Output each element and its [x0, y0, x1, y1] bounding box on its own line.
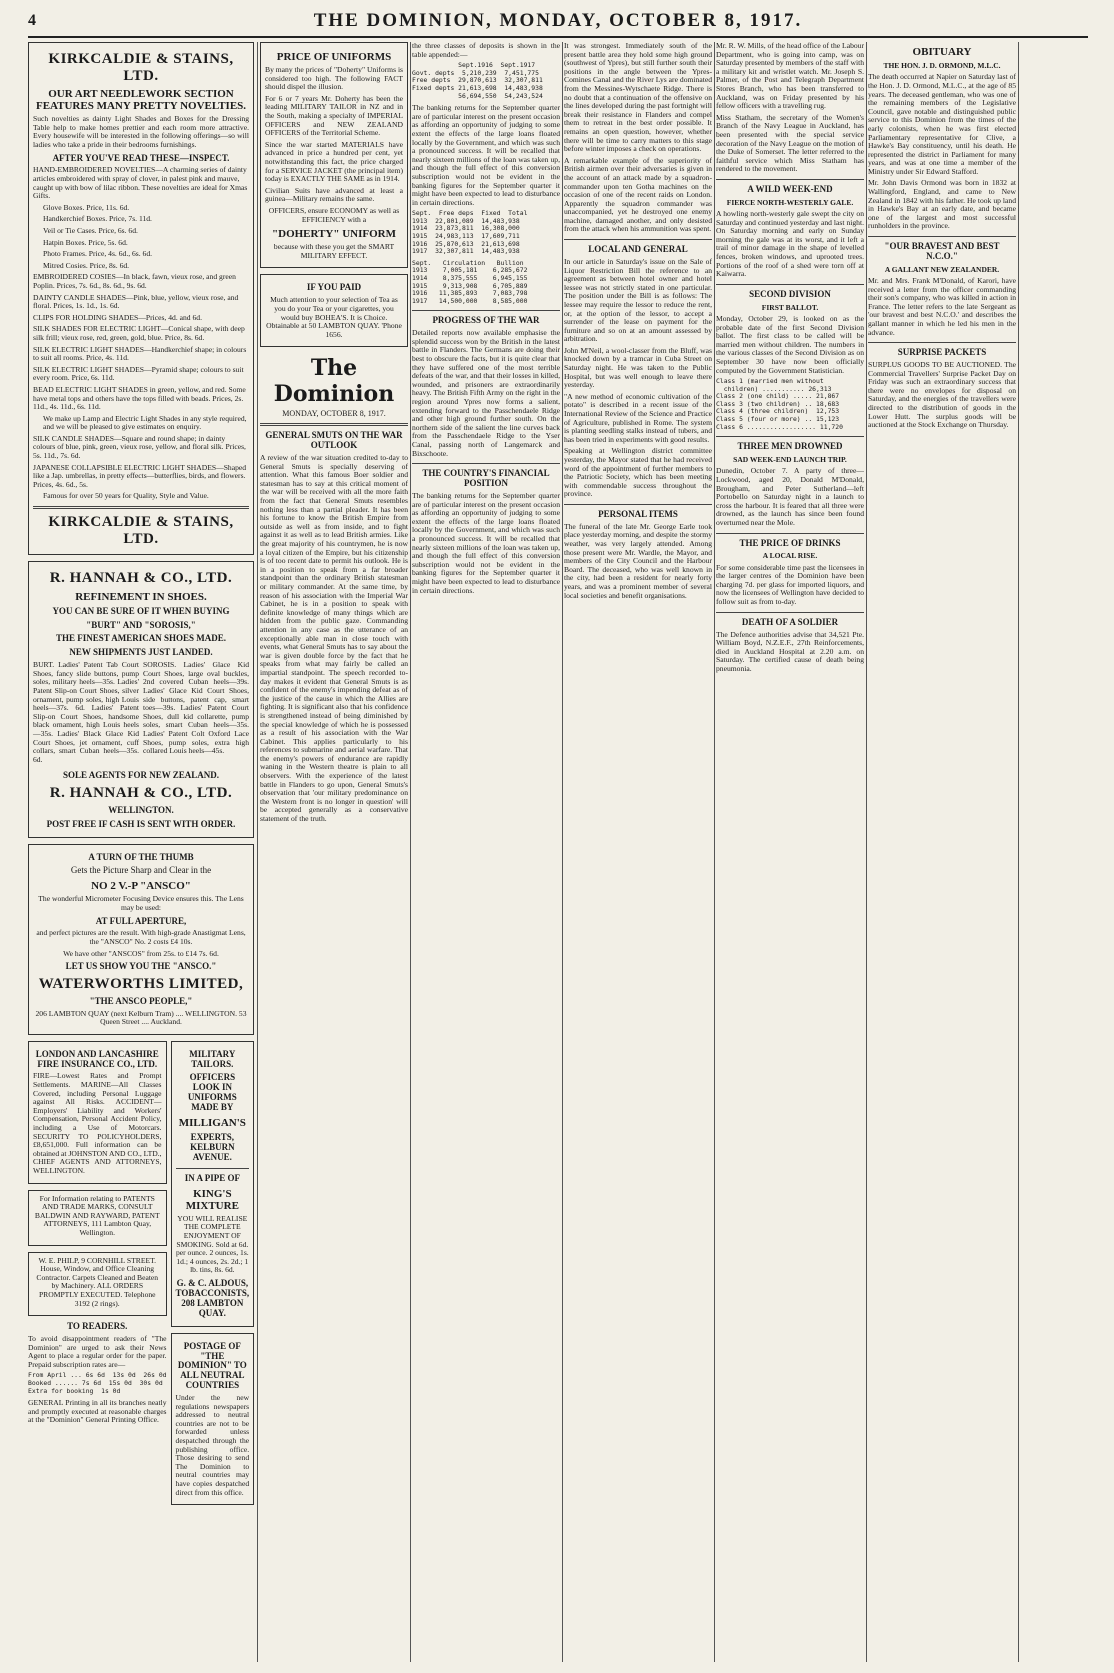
masthead: [28, 6, 1088, 38]
divider: [564, 239, 712, 240]
article-subtitle: A LOCAL RISE.: [762, 551, 818, 561]
newspaper-title: THE DOMINION, MONDAY, OCTOBER 8, 1917.: [313, 10, 803, 31]
divider: [564, 504, 712, 505]
ad-headline: PRICE OF UNIFORMS: [276, 51, 392, 63]
divider: [412, 310, 560, 311]
product-item: SILK ELECTRIC LIGHT SHADES—Handkerchief shape; in colours to suit all rooms. Price, 4s. 11d.: [33, 344, 247, 363]
divider: [176, 1168, 250, 1169]
article-subtitle: THE HON. J. D. ORMOND, M.L.C.: [883, 61, 1001, 71]
ad-text: Much attention to your selection of Tea as you do your Tea or your cigarettes, you would buy BOHEA'S. It is Choice. Obtainable at 50 LAMBTON QUAY. 'Phone 1656.: [266, 295, 402, 339]
divider: [33, 506, 249, 509]
article-body: Mr. and Mrs. Frank M'Donald, of Karori, have received a letter from the officer commanding their son's company, who was killed in action in France. The letter refers to the late Sergeant as 'our bravest and best N.C.O.' and describes the gallant manner in which he led his men in the advance.: [868, 276, 1016, 337]
doherty-ad: [260, 42, 408, 268]
ad-text: The wonderful Micrometer Focusing Device ensures this. The Lens may be used:: [38, 894, 244, 912]
ad-text: MILITARY TAILORS.: [189, 1048, 236, 1069]
ad-headline: A TURN OF THE THUMB: [88, 851, 194, 862]
divider: [716, 179, 864, 180]
product-item: SILK SHADES FOR ELECTRIC LIGHT—Conical shape, with deep silk frill; vieux rose, red, green, gold, blue. Price, 8s. 6d.: [33, 324, 245, 342]
product-item: SILK ELECTRIC LIGHT SHADES—Pyramid shape; colours to suit every room. Price, 6s. 11d.: [33, 364, 244, 383]
ad-text: Gets the Picture Sharp and Clear in the: [70, 865, 212, 876]
article-body: The death occurred at Napier on Saturday last of the Hon. J. D. Ormond, M.L.C., at the age of 85 years. The deceased gentleman, who was one of the remaining members of the Legislative Council, gave notable and distinguished public service to this Dominion from the times of the early colonists, when he was first elected Parliamentary representative for Clive, a Hawke's Bay constituency, until his death. He represented the district in Parliament for many years, and was at one time a member of the Ministry under Sir Edward Stafford.: [868, 72, 1016, 176]
ad-text: NEW SHIPMENTS JUST LANDED.: [69, 647, 213, 658]
product-name: NO 2 V.-P "ANSCO": [91, 880, 191, 893]
notice-text: Under the new regulations newspapers addressed to neutral countries are not to be forwarded unless despatched through the publishing office. Those desiring to send The Dominion to neutral countries may have copies despatched direct from this office.: [175, 1393, 250, 1497]
divider: [868, 342, 1016, 343]
article-body: It was strongest. Immediately south of the present battle area they hold some high ground (southwest of Ypres), but still further south their positions in the angle between the Ypres-Comines Canal and the River Lys are dominated from the Messines-Wytschaete Ridge. There is no doubt that a continuation of the offensive on the lines developed during the past fortnight will break their resistance in Flanders and compel them to retreat in the best order possible. It remains an open question, however, whether there will be time to carry matters to this stage before winter imposes a check on operations.: [564, 42, 712, 154]
article-title: LOCAL AND GENERAL: [588, 244, 688, 255]
article-body: A remarkable example of the superiority of British airmen over their adversaries is given in the account of an attack made by a squadron-commander upon ten Gotha machines on the occasion of one of the recent raids on London. Apparently the squadron commander was unaccompanied, yet he destroyed one enemy machine, damaged another, and only desisted from the attack when his ammunition was spent.: [564, 155, 712, 234]
classes-table: Class 1 (married men without children) ........... 26,313 Class 2 (one child) ..... 21,867 Class 3 (two children) .. 18,683 Class 4 (three children) 12,753 Class 5 (four or more) .. 15,123 Class 6 .................. 11,720: [716, 377, 843, 431]
product-item: Photo Frames. Price, 4s. 6d., 6s. 6d.: [43, 249, 153, 259]
divider: [716, 436, 864, 437]
advertiser-name: R. HANNAH & CO., LTD.: [49, 785, 233, 802]
article-body: Mr. John Davis Ormond was born in 1832 at Wallingford, England, and came to New Zealand in 1842 with his father. He took up land in Hawke's Bay at an early date, and became one of the largest and most successful runholders in the province.: [868, 178, 1016, 231]
article-body: SURPLUS GOODS TO BE AUCTIONED. The Commercial Travellers' Surprise Packet Day on Friday was such an extraordinary success that there were no envelopes for disposal on Saturday, and the energies of the travellers were directed to the distribution of goods in the Lower Hutt. The surplus goods will be auctioned at the Stock Exchange on Thursday.: [868, 360, 1016, 430]
article-title: GENERAL SMUTS ON THE WAR OUTLOOK: [265, 430, 403, 451]
article-body: John M'Neil, a wool-classer from the Bluff, was knocked down by a tramcar in Cuba Street on Saturday night. He was taken to the Public Hospital, but was well enough to leave there yesterday.: [564, 345, 712, 390]
ad-text: IN A PIPE OF: [184, 1172, 240, 1183]
article-title: THE PRICE OF DRINKS: [739, 537, 841, 548]
article-body: The banking returns for the September quarter are of particular interest on the present occasion as affording an opportunity of judging to some extent the effects of the large loans floated locally by the Government, and which was such a pronounced success. It will be recalled that nearly sixteen millions of the loan was taken up, and though the full effect of this conversion subscription would not be evident in the banking figures for the September quarter it might have been expected to lead to disturbance in certain directions.: [412, 103, 560, 207]
article-title: "OUR BRAVEST AND BEST N.C.O.": [884, 241, 1000, 261]
ad-headline: REFINEMENT IN SHOES.: [75, 590, 207, 603]
ad-text: Since the war started MATERIALS have advanced in price a hundred per cent, yet notwithstanding this fact, the price charged for a SERVICE JACKET (the principal item) today is EXACTLY THE SAME as in 1914.: [265, 139, 403, 184]
column-divider: [410, 42, 411, 1662]
advertiser-name: MILLIGAN'S: [178, 1117, 246, 1130]
product-item: BEAD ELECTRIC LIGHT SHADES in green, yellow, and red. Some have metal tops and others have the tops filled with beads. Prices, 2s. 11d., 4s. 11d., 6s. 11d.: [33, 384, 246, 412]
postage-notice: [171, 1333, 254, 1506]
article-body: A review of the war situation credited to-day to General Smuts is specially deserving of attention. What this famous Boer soldier and statesman has to say at this critical moment of the war will be received with all the more faith from the fact that General Smuts resembles nothing less than a partial pleader. It has been his fortune to know the British Empire from outside as well as from inside, and to fight against it as well as to lead British armies. Like the great majority of his countrymen, he is now a loyal citizen of the Empire, but his citizenship is of too recent date to permit his outlook. He is in a position to speak from a far broader standpoint than the ordinary British statesman or military commander. At the same time, by reason of his association with the Imperial War Cabinet, he is in a position to speak with definite knowledge of many things which are hidden from the public gaze. Commanding attention in any case as the utterance of an exceptionally able man in close touch with events, what General Smuts has to say about the war is given double force by the fact that he speaks from what may fairly be called an impartial standpoint. The speech recorded to-day makes it evident that General Smuts is as confident of the enemy's impending defeat as of the justice of the cause in which the Allies are fighting. It is significant also that his confidence is strengthened instead of being diminished by the special knowledge of which he is possessed as a result of his association with the War Cabinet. This applies particularly to his references to submarine and aerial warfare. That the enemy's powers of endurance are rapidly waning in the Western theatre is plain to all observers. With the experience of the latest battle in Flanders to go upon, General Smuts's observation that 'our military predominance on the Western front is no longer in question' will be accepted generally as a conservative statement of the truth.: [260, 453, 408, 824]
editorial-column: [412, 42, 560, 1662]
product-item: We make up Lamp and Electric Light Shades in any style required, and we will be pleased to give estimates on enquiry.: [43, 413, 247, 432]
article-subtitle: SAD WEEK-END LAUNCH TRIP.: [733, 455, 847, 465]
product-list: [33, 166, 249, 501]
deposits-table: Sept.1916 Sept.1917 Govt. depts 5,210,239 7,451,775 Free depts 29,870,613 32,307,811 Fixed depts 21,613,698 14,483,938 56,694,550 54,243,524: [412, 61, 543, 100]
article-title: PERSONAL ITEMS: [598, 508, 678, 519]
ad-address: WELLINGTON.: [108, 804, 174, 815]
bohea-ad: [260, 274, 408, 347]
newspaper-nameplate: The Dominion: [273, 355, 395, 408]
ad-text: because with these you get the SMART MILITARY EFFECT.: [273, 242, 395, 260]
philp-ad: [28, 1252, 167, 1317]
ad-text: OFFICERS, ensure ECONOMY as well as EFFICIENCY with a: [268, 206, 400, 224]
product-item: SILK CANDLE SHADES—Square and round shape; in dainty colours of blue, pink, green, vieux rose, yellow, and floral silk. Prices, 5s. 11d., 7s. 6d.: [33, 433, 246, 461]
ad-text: YOU WILL REALISE THE COMPLETE ENJOYMENT OF SMOKING. Sold at 6d. per ounce. 2 ounces, 1s. 1d.; 4 ounces, 2s. 2d.; 1 lb. tins, 8s. 6d.: [175, 1213, 249, 1275]
product-item: Glove Boxes. Price, 11s. 6d.: [43, 202, 130, 212]
divider: [868, 236, 1016, 237]
product-name: KING'S MIXTURE: [185, 1187, 239, 1212]
product-item: EMBROIDERED COSIES—In black, fawn, vieux rose, and green Poplin. Prices, 7s. 6d., 8s. 6d., 9s. 6d.: [33, 272, 236, 290]
divider: [260, 423, 408, 426]
ad-intro: Such novelties as dainty Light Shades and Boxes for the Dressing Table help to make homes prettier and each room more attractive. Every housewife will be interested in the following offerings—so will ladies who take a pride in their bedrooms furnishings.: [33, 114, 249, 149]
readers-notice: [28, 1322, 167, 1425]
column-divider: [562, 42, 563, 1662]
ad-text: Civilian Suits have advanced at least a guinea—Military remains the same.: [265, 185, 403, 204]
article-title: THE COUNTRY'S FINANCIAL POSITION: [422, 468, 550, 489]
ad-text: AT FULL APERTURE,: [95, 915, 187, 926]
advertiser-name: KIRKCALDIE & STAINS, LTD.: [48, 51, 234, 84]
news-column: [564, 42, 712, 1662]
patents-ad: [28, 1190, 167, 1246]
product-item: Handkerchief Boxes. Price, 7s. 11d.: [43, 214, 152, 224]
article-body: The Defence authorities advise that 34,521 Pte. William Boyd, N.Z.E.F., 27th Reinforcements, died in Auckland Hospital at 2.20 a.m. on Saturday. The certified cause of death being pneumonia.: [716, 629, 864, 673]
ad-text: LET US SHOW YOU THE "ANSCO.": [65, 961, 217, 972]
advertiser-name: G. & C. ALDOUS, TOBACCONISTS, 208 LAMBTON QUAY.: [175, 1278, 250, 1318]
article-body: Detailed reports now available emphasise the splendid success won by the British in the latest battle in Flanders. The Germans are doing their best to obscure the facts, but it is quite clear that they have suffered one of the most terrible defeats of the war, and that their losses in killed, wounded, and prisoners are extraordinarily heavy. The British Fifth Army on the right in the region around Ypres now forms a salient, extending forward to the Passchendaele Ridge and other high ground further south. On the northern side of the salient the line curves back from the Passchendaele Ridge to the Yser Canal, passing north of Langemarck and Bixschoote.: [412, 328, 560, 458]
product-item: Veil or Tie Cases. Price, 6s. 6d.: [43, 226, 138, 236]
editorial-column: [260, 42, 408, 1662]
news-column: [716, 42, 864, 1662]
article-title: SECOND DIVISION: [749, 288, 831, 299]
article-title: A WILD WEEK-END: [747, 183, 833, 194]
edition-date: MONDAY, OCTOBER 8, 1917.: [282, 409, 386, 419]
ad-text: POST FREE IF CASH IS SENT WITH ORDER.: [46, 818, 236, 829]
product-item: CLIPS FOR HOLDING SHADES—Prices, 4d. and 6d.: [33, 312, 202, 322]
notice-title: TO READERS.: [67, 1321, 128, 1332]
sorosis-list: SOROSIS. Ladies' Glace Kid Court Shoes, large oval buckles, 2nd covered Cuban heels—39s. Ladies' Glace Kid Court Shoes, side buttons, patent cap, smart toes—39s. Ladies' Patent Court Shoes, dull kid collarette, pump soles, smart Cuban heels—35s. Ladies' Patent Colt Oxford Lace Shoes, pump soles, extra high collared Louis heels—45s.: [143, 660, 249, 756]
article-body: "A new method of economic cultivation of the potato" is described in a recent issue of the International Review of the Science and Practice of Agriculture, published in Rome. The system is planting seedling stalks instead of tubers, and has been tried in experiments with good results.: [564, 391, 712, 444]
article-subtitle: FIERCE NORTH-WESTERLY GALE.: [726, 197, 854, 207]
notice-text: To avoid disappointment readers of "The Dominion" are urged to ask their News Agent to place a regular order for the paper. Prepaid subscription rates are—: [28, 1334, 167, 1369]
product-item: JAPANESE COLLAPSIBLE ELECTRIC LIGHT SHADES—Shaped like a Jap. umbrellas, in pretty effects—butterflies, birds, and flowers. Prices, 4s. 6d., 5s.: [33, 462, 247, 489]
ad-text: EXPERTS, KELBURN AVENUE.: [190, 1132, 235, 1162]
article-body: The banking returns for the September quarter are of particular interest on the present occasion as affording an opportunity of judging to some extent the effects of the large loans floated locally by the Government, and which was such a pronounced success. It will be recalled that nearly sixteen millions of the loan was taken up, and though the full effect of this conversion subscription would not be evident in the banking figures for the September quarter it might have been expected to lead to disturbance in certain directions.: [412, 490, 560, 595]
divider: [412, 463, 560, 464]
article-body: For some considerable time past the licensees in the larger centres of the Dominion have been charging 7d. per glass for imported liquors, and now the licensees of Wellington have decided to follow suit as from to-day.: [716, 562, 864, 607]
article-body: Speaking at Wellington district committee yesterday, the Mayor stated that he had received word of the appointment of further members to the Patriotic Society, which has been meeting with commendable success throughout the province.: [564, 446, 712, 499]
ad-headline: OFFICERS LOOK IN UNIFORMS MADE BY: [187, 1072, 237, 1113]
product-item: HAND-EMBROIDERED NOVELTIES—A charming series of dainty articles embroidered with spray of clover, in palest pink and mauve, caught up with bow of lilac ribbon. These novelties are ideal for Xmas Gifts.: [33, 165, 248, 201]
ad-text: By many the prices of "Doherty" Uniforms is considered too high. The following FACT should dispel the illusion.: [265, 65, 404, 92]
milligans-ad: [171, 1041, 254, 1327]
circulation-table: Sept. Circulation Bullion 1913 7,005,181 6,285,672 1914 8,375,555 6,945,155 1915 9,313,908 6,705,889 1916 11,385,893 7,083,798 1917 14,500,000 8,585,000: [412, 258, 528, 305]
article-body: Monday, October 29, is looked on as the probable date of the first Second Division ballot. The first class to be called will be married men without children. The numbers in the various classes of the Second Division as on September 30 have now been officially computed by the Government Statistician.: [716, 313, 864, 375]
ad-text: and perfect pictures are the result. With high-grade Anastigmat Lens, the "ANSCO" No. 2 costs £4 10s.: [36, 928, 246, 947]
ad-text: W. E. PHILP, 9 CORNHILL STREET. House, Window, and Office Cleaning Contractor. Carpets Cleaned and Beaten by Machinery. ALL ORDERS PROMPTLY EXECUTED. Telephone 3192 (2 rings).: [36, 1255, 159, 1308]
column-divider: [866, 42, 867, 1662]
article-body: Mr. R. W. Mills, of the head office of the Labour Department, who is going into camp, was on Saturday presented by members of the staff with a military kit and wristlet watch. Mr. Joseph S. Palmer, of the Post and Telegraph Department Stores Branch, who has been transferred to Auckland, was on Friday presented by his fellow officers with a travelling rug.: [716, 42, 864, 111]
ad-text: We have other "ANSCOS" from 25s. to £14 7s. 6d.: [63, 948, 219, 958]
advertiser-name: LONDON AND LANCASHIRE FIRE INSURANCE CO., LTD.: [35, 1048, 159, 1069]
article-title: THREE MEN DROWNED: [737, 441, 843, 452]
kirkcaldie-ad: [28, 42, 254, 555]
article-title: DEATH OF A SOLDIER: [741, 616, 839, 627]
news-column: [868, 42, 1016, 1662]
ad-address: 206 LAMBTON QUAY (next Kelburn Tram) .... WELLINGTON. 53 Queen Street .... Auckland.: [35, 1008, 247, 1027]
ad-text: SOLE AGENTS FOR NEW ZEALAND.: [62, 770, 220, 781]
product-item: Mitred Cosies. Price, 8s. 6d.: [43, 260, 130, 270]
column-divider: [714, 42, 715, 1662]
column-divider: [257, 42, 258, 1662]
article-body: Dunedin, October 7. A party of three—Lockwood, aged 20, Donald M'Donald, Brougham, and Peter Sutherland—left Portobello on Saturday night in a launch to cross the harbour. It is feared that all three were drowned, as the launch has since been found overturned near the Mole.: [716, 466, 864, 527]
insurance-ad: [28, 1041, 167, 1184]
advertiser-name: "DOHERTY" UNIFORM: [272, 228, 396, 241]
divider: [716, 533, 864, 534]
burt-list: BURT. Ladies' Patent Tab Court Shoes, fancy slide buttons, pump soles, military heels—35s. Ladies' Patent Slip-on Court Shoes, silver ornament, pump soles, high Louis heels—37s. 6d. Ladies' Patent Slip-on Court Shoes, handsome black ornament, high Louis heels—35s. Ladies' Black Glace Kid Court Shoes, jet ornament, cuff collars, smart Cuban heels—35s. 6d.: [33, 660, 139, 764]
deposits-history-table: Sept. Free deps Fixed Total 1913 22,801,089 14,483,938 1914 23,873,811 16,308,000 1915 24,983,113 17,609,711 1916 25,870,613 21,613,698 1917 32,307,811 14,483,938: [412, 209, 528, 256]
ad-text: "THE ANSCO PEOPLE,": [89, 995, 193, 1006]
ad-headline: OUR ART NEEDLEWORK SECTION FEATURES MANY PRETTY NOVELTIES.: [35, 88, 247, 113]
article-body: Miss Statham, the secretary of the Women's Branch of the Navy League in Auckland, has been presented with the special service decoration of the Navy League on the motion of the Duke of Somerset. The letter referred to the faithful service which Miss Statham has rendered to the movement.: [716, 112, 864, 174]
ad-text: For 6 or 7 years Mr. Doherty has been the leading MILITARY TAILOR in NZ and in the South, making a specialty of IMPERIAL OFFICERS and NEW ZEALAND OFFICERS of the Territorial Scheme.: [265, 93, 403, 138]
advertiser-name: WATERWORTHS LIMITED,: [38, 976, 244, 993]
hannah-ad: [28, 561, 254, 837]
rates-table: From April ... 6s 6d 13s 0d 26s 0d Booked ...... 7s 6d 15s 0d 30s 0d Extra for booking 1s 0d: [28, 1371, 167, 1395]
column-divider: [1018, 42, 1019, 1662]
article-body: A howling north-westerly gale swept the city on Saturday and continued yesterday and last night. On Saturday morning and early on Sunday morning the gale was at its worst, and it left a trail of minor damage in the shape of levelled fences, broken windows, and uprooted trees. Portions of the roof of a shed were torn off at Kaiwarra.: [716, 209, 864, 279]
ad-text: THE FINEST AMERICAN SHOES MADE.: [55, 633, 227, 644]
article-subtitle: FIRST BALLOT.: [761, 302, 819, 312]
ad-headline: IF YOU PAID: [306, 282, 362, 293]
advertiser-name: R. HANNAH & CO., LTD.: [49, 570, 233, 587]
ad-subhead: AFTER YOU'VE READ THESE—INSPECT.: [52, 152, 230, 163]
article-title: PROGRESS OF THE WAR: [432, 315, 540, 326]
ad-column: [28, 42, 254, 1662]
article-body: In our article in Saturday's issue on the Sale of Liquor Restriction Bill the reference to an agreement as between hotel owner and hotel lessee was not strictly stated in one particular. The position under the Bill is as follows: The lessee may require the lessor to reduce the rent, or, at the option of the lessor, to accept a surrender of the lease on payment for the furniture and so on at an amount assessed by arbitration.: [564, 256, 712, 344]
article-body: the three classes of deposits is shown in the table appended:—: [412, 42, 560, 59]
ad-text: For Information relating to PATENTS AND TRADE MARKS, CONSULT BALDWIN AND RAYWARD, PATENT ATTORNEYS, 111 Lambton Quay, Wellington.: [34, 1193, 160, 1237]
ad-text: "BURT" AND "SOROSIS,": [86, 619, 196, 630]
ad-text: YOU CAN BE SURE OF IT WHEN BUYING: [52, 605, 230, 616]
product-item: DAINTY CANDLE SHADES—Pink, blue, yellow, vieux rose, and floral. Prices, 1s. 1d., 1s. 6d.: [33, 292, 239, 311]
page-number: 4: [28, 12, 36, 29]
article-subtitle: A GALLANT NEW ZEALANDER.: [884, 264, 1000, 274]
article-body: The funeral of the late Mr. George Earle took place yesterday morning, and despite the stormy weather, was very largely attended. Among those present were Mr. Wardle, the Mayor, and members of the City Council and the Harbour Board. The deceased, who was well known in the city, had been a resident for nearly forty years, and was a prominent member of several local societies and benefit organisations.: [564, 521, 712, 600]
notice-title: POSTAGE OF "THE DOMINION" TO ALL NEUTRAL COUNTRIES: [177, 1340, 247, 1391]
divider: [716, 612, 864, 613]
notice-text: GENERAL Printing in all its branches neatly and promptly executed at reasonable charges at the "Dominion" General Printing Office.: [28, 1398, 167, 1425]
ansco-ad: [28, 844, 254, 1035]
product-item: Famous for over 50 years for Quality, Style and Value.: [43, 491, 209, 501]
advertiser-name: KIRKCALDIE & STAINS, LTD.: [48, 514, 234, 547]
ad-text: FIRE—Lowest Rates and Prompt Settlements. MARINE—All Classes Covered, including Personal Luggage against All Risks. ACCIDENT—Employers' Liability and Workers' Compensation, Personal Accident Policy, including a Use of Motorcars. SECURITY TO POLICYHOLDERS, £8,651,000. Full information can be obtained at JOHNSTON AND CO., LTD., CHIEF AGENTS AND ATTORNEYS, WELLINGTON.: [33, 1071, 162, 1176]
article-title: SURPRISE PACKETS: [897, 347, 987, 358]
divider: [716, 284, 864, 285]
product-item: Hatpin Boxes. Price, 5s. 6d.: [43, 237, 128, 247]
article-title: OBITUARY: [912, 46, 972, 58]
